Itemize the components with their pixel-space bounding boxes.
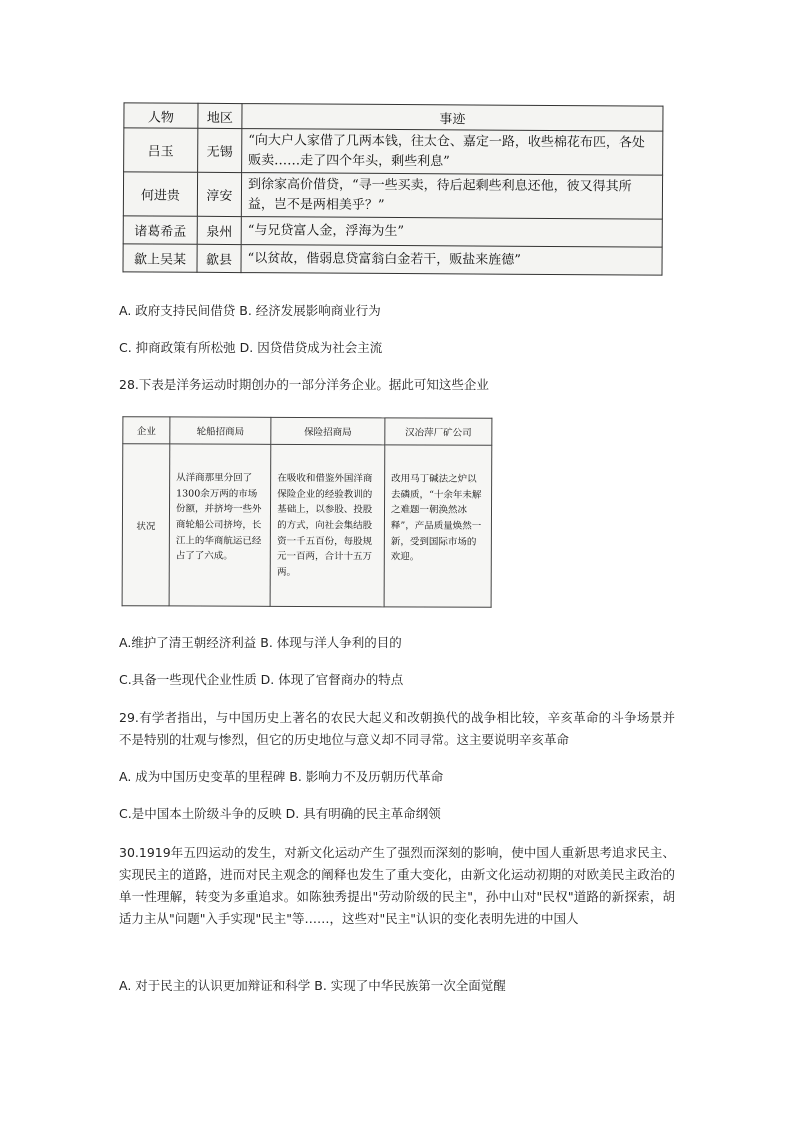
- merchant-loans-table: [122, 102, 663, 275]
- q28-options-ab: A.维护了清王朝经济利益 B. 体现与洋人争利的目的: [119, 635, 402, 650]
- table-header-row: [124, 103, 663, 131]
- column-header: 轮船招商局: [170, 417, 271, 444]
- deed-cell: “向大户人家借了几两本钱，往太仓、嘉定一路，收些棉花布匹，各处贩卖……走了四个年头，剩些利息”: [242, 129, 663, 176]
- situation-cell: 改用马丁碱法之炉以去磷质，“十余年未解之难题一朝涣然冰释”，产品质量焕然一新，受到国际市场的欢迎。: [384, 445, 492, 607]
- row-header-label: 企业: [123, 417, 170, 444]
- column-header: 人物: [124, 103, 198, 128]
- person-cell: 吕玉: [124, 128, 198, 172]
- q28-options-cd: C.具备一些现代企业性质 D. 体现了官督商办的特点: [119, 672, 404, 687]
- q30-options-ab: A. 对于民主的认识更加辩证和科学 B. 实现了中华民族第一次全面觉醒: [119, 978, 506, 993]
- q28-stem: 28.下表是洋务运动时期创办的一部分洋务企业。据此可知这些企业: [119, 377, 489, 392]
- q29-stem: 29.有学者指出，与中国历史上著名的农民大起义和改朝换代的战争相比较，辛亥革命的斗争场景并不是特别的壮观与惨烈，但它的历史地位与意义却不同寻常。这主要说明辛亥革命: [119, 710, 675, 747]
- table-header-row: [123, 417, 492, 446]
- region-cell: 歙县: [197, 244, 241, 272]
- person-cell: 歙上吴某: [123, 244, 197, 272]
- region-cell: 淳安: [197, 172, 241, 216]
- scanned-table-enterprises: [122, 416, 493, 608]
- situation-cell: 从洋商那里分回了1300余万两的市场份额，并挤垮一些外商轮船公司挤垮，长江上的华商航运已经占了了六成。: [169, 444, 271, 606]
- q29-options-cd: C.是中国本土阶级斗争的反映 D. 具有明确的民主革命纲领: [119, 806, 441, 821]
- column-header: 汉冶萍厂矿公司: [385, 418, 492, 445]
- enterprises-table: [122, 416, 493, 608]
- q27-options-cd: C. 抑商政策有所松弛 D. 因贷借贷成为社会主流: [119, 340, 383, 355]
- table-row: [122, 444, 492, 608]
- q30-stem: 30.1919年五四运动的发生，对新文化运动产生了强烈而深刻的影响，使中国人重新思考追求民主、实现民主的道路，进而对民主观念的阐释也发生了重大变化，由新文化运动初期的对欧美民主政治的单一性理解，转变为多重追求。如陈独秀提出"劳动阶级的民主"，孙中山对"民权"道路的新探索，胡适力主从"问题"入手实现"民主"等……，这些对"民主"认识的变化表明先进的中国人: [119, 845, 675, 926]
- table-row: [123, 216, 662, 247]
- q29-options-ab: A. 成为中国历史变革的里程碑 B. 影响力不及历朝历代革命: [119, 769, 444, 784]
- region-cell: 泉州: [197, 216, 241, 244]
- scanned-table-merchants: [122, 102, 663, 275]
- table-row: [123, 244, 662, 275]
- column-header: 保险招商局: [271, 417, 385, 444]
- person-cell: 何进贵: [123, 172, 197, 216]
- deed-cell: “与兄贷富人金，浮海为生”: [241, 217, 662, 248]
- situation-cell: 在吸收和借鉴外国洋商保险企业的经验教训的基础上，以参股、投股的方式，向社会集结股资一千五百份，每股规元一百两，合计十五万两。: [270, 444, 384, 606]
- person-cell: 诸葛希孟: [123, 216, 197, 244]
- deed-cell: “以贫故，偕弱息贷富翁白金若干，贩盐来旌德”: [241, 245, 662, 276]
- column-header: 地区: [198, 103, 242, 128]
- deed-cell: 到徐家高价借贷，“寻一些买卖，待后起剩些利息还他，彼又得其所益，岂不是两相美乎？”: [241, 173, 662, 220]
- region-cell: 无锡: [198, 128, 242, 172]
- table-row: [124, 128, 663, 175]
- column-header: 事迹: [242, 104, 663, 132]
- q27-options-ab: A. 政府支持民间借贷 B. 经济发展影响商业行为: [119, 303, 381, 318]
- table-row: [123, 172, 662, 219]
- row-label: 状况: [122, 444, 170, 606]
